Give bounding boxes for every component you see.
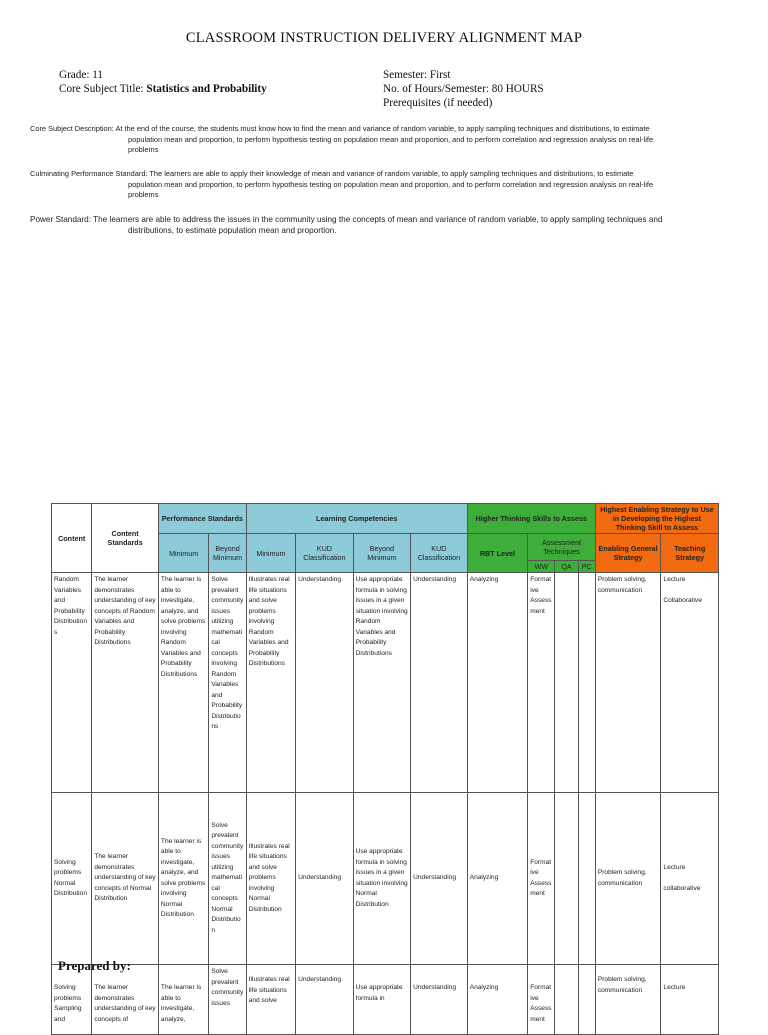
header-highest-enabling: Highest Enabling Strategy to Use in Developing the Highest Thinking Skill to Assess bbox=[595, 504, 718, 534]
cell-teaching bbox=[661, 793, 719, 965]
cell-qa bbox=[555, 793, 578, 965]
culm-line2: population mean and proportion, to perform hypothesis testing on population mean and proportion, and to perform correlation and regression analysis on real-life bbox=[128, 179, 654, 189]
cell-ww: Formative Assessment bbox=[528, 965, 555, 1035]
header-lc-minimum: Minimum bbox=[246, 534, 295, 573]
cell-kud-beyond: Understanding bbox=[411, 965, 468, 1035]
power-label: Power Standard: bbox=[30, 215, 94, 224]
header-kud-min: KUD Classification bbox=[296, 534, 354, 573]
cell-lc-beyond: Use appropriate formula in bbox=[353, 965, 411, 1035]
cell-lc-beyond: Use appropriate formula in solving issues in a given situation involving Random Variables and Probability Distributions bbox=[353, 573, 411, 793]
prepared-by-label: Prepared by: bbox=[58, 958, 131, 973]
power-line1: The learners are able to address the issues in the community using the concepts of mean and variance of random variable, to apply sampling techniques and bbox=[93, 215, 663, 224]
cell-content: Solving problems Sampling and bbox=[52, 965, 92, 1035]
culm-line3: problems bbox=[128, 190, 159, 199]
core-desc-label: Core Subject Description: bbox=[30, 124, 116, 133]
cell-content-standard: The learner demonstrates understanding of key concepts of Normal Distribution bbox=[92, 793, 159, 965]
cell-teaching bbox=[661, 573, 719, 793]
teaching-strategy-2: collaborative bbox=[663, 884, 701, 892]
teaching-strategy-2: Collaborative bbox=[663, 596, 702, 604]
teaching-strategy-1: Lecture bbox=[663, 864, 686, 871]
header-performance-standards: Performance Standards bbox=[158, 504, 246, 534]
cell-kud-beyond: Understanding bbox=[411, 793, 468, 965]
core-subject-description bbox=[30, 124, 738, 156]
cell-kud-beyond: Understanding bbox=[411, 573, 468, 793]
cell-lc-min: Illustrates real life situations and solve problems involving Normal Distribution bbox=[246, 793, 295, 965]
culminating-standard bbox=[30, 169, 738, 201]
cell-enabling: Problem solving, communication bbox=[595, 965, 661, 1035]
table-row bbox=[52, 793, 719, 965]
core-subject-title bbox=[59, 82, 267, 96]
header-learning-competencies: Learning Competencies bbox=[246, 504, 467, 534]
cell-lc-min: Illustrates real life situations and solve bbox=[246, 965, 295, 1035]
header-rbt-level: RBT Level bbox=[467, 534, 528, 573]
core-desc-line3: problems bbox=[128, 145, 159, 154]
cell-rbt: Analyzing bbox=[467, 965, 528, 1035]
cell-pc bbox=[578, 573, 595, 793]
cell-kud-min: Understanding bbox=[296, 965, 354, 1035]
header-ww: WW bbox=[528, 561, 555, 573]
header-content-standards: Content Standards bbox=[92, 504, 159, 573]
teaching-strategy-1: Lecture bbox=[663, 576, 686, 583]
cell-content: Solving problems Normal Distribution bbox=[52, 793, 92, 965]
cell-ww: Formative Assessment bbox=[528, 793, 555, 965]
core-subject-value: Statistics and Probability bbox=[146, 83, 267, 95]
header-pc: PC bbox=[578, 561, 595, 573]
core-desc-line1: At the end of the course, the students must know how to find the mean and variance of random variable, to apply sampling techniques and distributions, to estimate bbox=[115, 124, 650, 133]
prerequisites-text: Prerequisites (if needed) bbox=[383, 97, 493, 109]
cell-content: Random Variables and Probability Distributions bbox=[52, 573, 92, 793]
cell-enabling: Problem solving, communication bbox=[595, 573, 661, 793]
header-content: Content bbox=[52, 504, 92, 573]
culm-line1: The learners are able to apply their knowledge of mean and variance of random variable, to apply sampling techniques and distributions, to estimate bbox=[149, 169, 634, 178]
culm-label: Culminating Performance Standard: bbox=[30, 169, 150, 178]
cell-ps-beyond: Solve prevalent community issues bbox=[209, 965, 246, 1035]
header-ps-beyond: Beyond Minimum bbox=[209, 534, 246, 573]
cell-qa bbox=[555, 965, 578, 1035]
header-qa: QA bbox=[555, 561, 578, 573]
core-subject-label: Core Subject Title: bbox=[59, 83, 147, 95]
core-desc-line2: population mean and proportion, to perform hypothesis testing on population mean and proportion, and to perform correlation and regression analysis on real-life bbox=[128, 134, 654, 144]
cell-qa bbox=[555, 573, 578, 793]
hours-text: No. of Hours/Semester: 80 HOURS bbox=[383, 83, 544, 95]
header-lc-beyond: Beyond Minimum bbox=[353, 534, 411, 573]
cell-teaching bbox=[661, 965, 719, 1035]
cell-content-standard: The learner demonstrates understanding of key concepts of bbox=[92, 965, 159, 1035]
cell-lc-min: Illustrates real life situations and solve problems involving Random Variables and Probability Distributions bbox=[246, 573, 295, 793]
cell-ww: Formative Assessment bbox=[528, 573, 555, 793]
cell-lc-beyond: Use appropriate formula in solving issues in a given situation involving Normal Distribution bbox=[353, 793, 411, 965]
cell-content-standard: The learner demonstrates understanding of key concepts of Random Variables and Probability Distributions bbox=[92, 573, 159, 793]
cell-pc bbox=[578, 793, 595, 965]
power-line2: distributions, to estimate population mean and proportion. bbox=[128, 226, 337, 235]
cell-ps-beyond: Solve prevalent community issues utilizing mathematical concepts Normal Distribution bbox=[209, 793, 246, 965]
alignment-map-table bbox=[51, 503, 719, 1035]
cell-ps-min: The learner is able to investigate, analyze, and solve problems involving Random Variables and Probability Distributions bbox=[158, 573, 208, 793]
header-kud-beyond: KUD Classification bbox=[411, 534, 468, 573]
cell-enabling: Problem solving, communication bbox=[595, 793, 661, 965]
power-standard bbox=[30, 214, 738, 236]
cell-ps-min: The learner is able to investigate, analyze, and solve problems involving Normal Distribution bbox=[158, 793, 208, 965]
semester-text: Semester: First bbox=[383, 69, 451, 81]
cell-pc bbox=[578, 965, 595, 1035]
table-row bbox=[52, 573, 719, 793]
header-higher-thinking: Higher Thinking Skills to Assess bbox=[467, 504, 595, 534]
header-assessment-techniques: Assessment Techniques bbox=[528, 534, 596, 561]
cell-rbt: Analyzing bbox=[467, 573, 528, 793]
cell-ps-beyond: Solve prevalent community issues utilizing mathematical concepts involving Random Variables and Probability Distributions bbox=[209, 573, 246, 793]
cell-kud-min: Understanding bbox=[296, 793, 354, 965]
page-title: CLASSROOM INSTRUCTION DELIVERY ALIGNMENT MAP bbox=[185, 30, 583, 46]
grade-text: Grade: 11 bbox=[59, 69, 104, 81]
header-enabling-general: Enabling General Strategy bbox=[595, 534, 661, 573]
cell-rbt: Analyzing bbox=[467, 793, 528, 965]
teaching-strategy-1: Lecture bbox=[663, 984, 686, 991]
table-row bbox=[52, 965, 719, 1035]
header-teaching-strategy: Teaching Strategy bbox=[661, 534, 719, 573]
cell-kud-min: Understanding bbox=[296, 573, 354, 793]
header-ps-minimum: Minimum bbox=[158, 534, 208, 573]
cell-ps-min: The learner is able to investigate, analyze, bbox=[158, 965, 208, 1035]
